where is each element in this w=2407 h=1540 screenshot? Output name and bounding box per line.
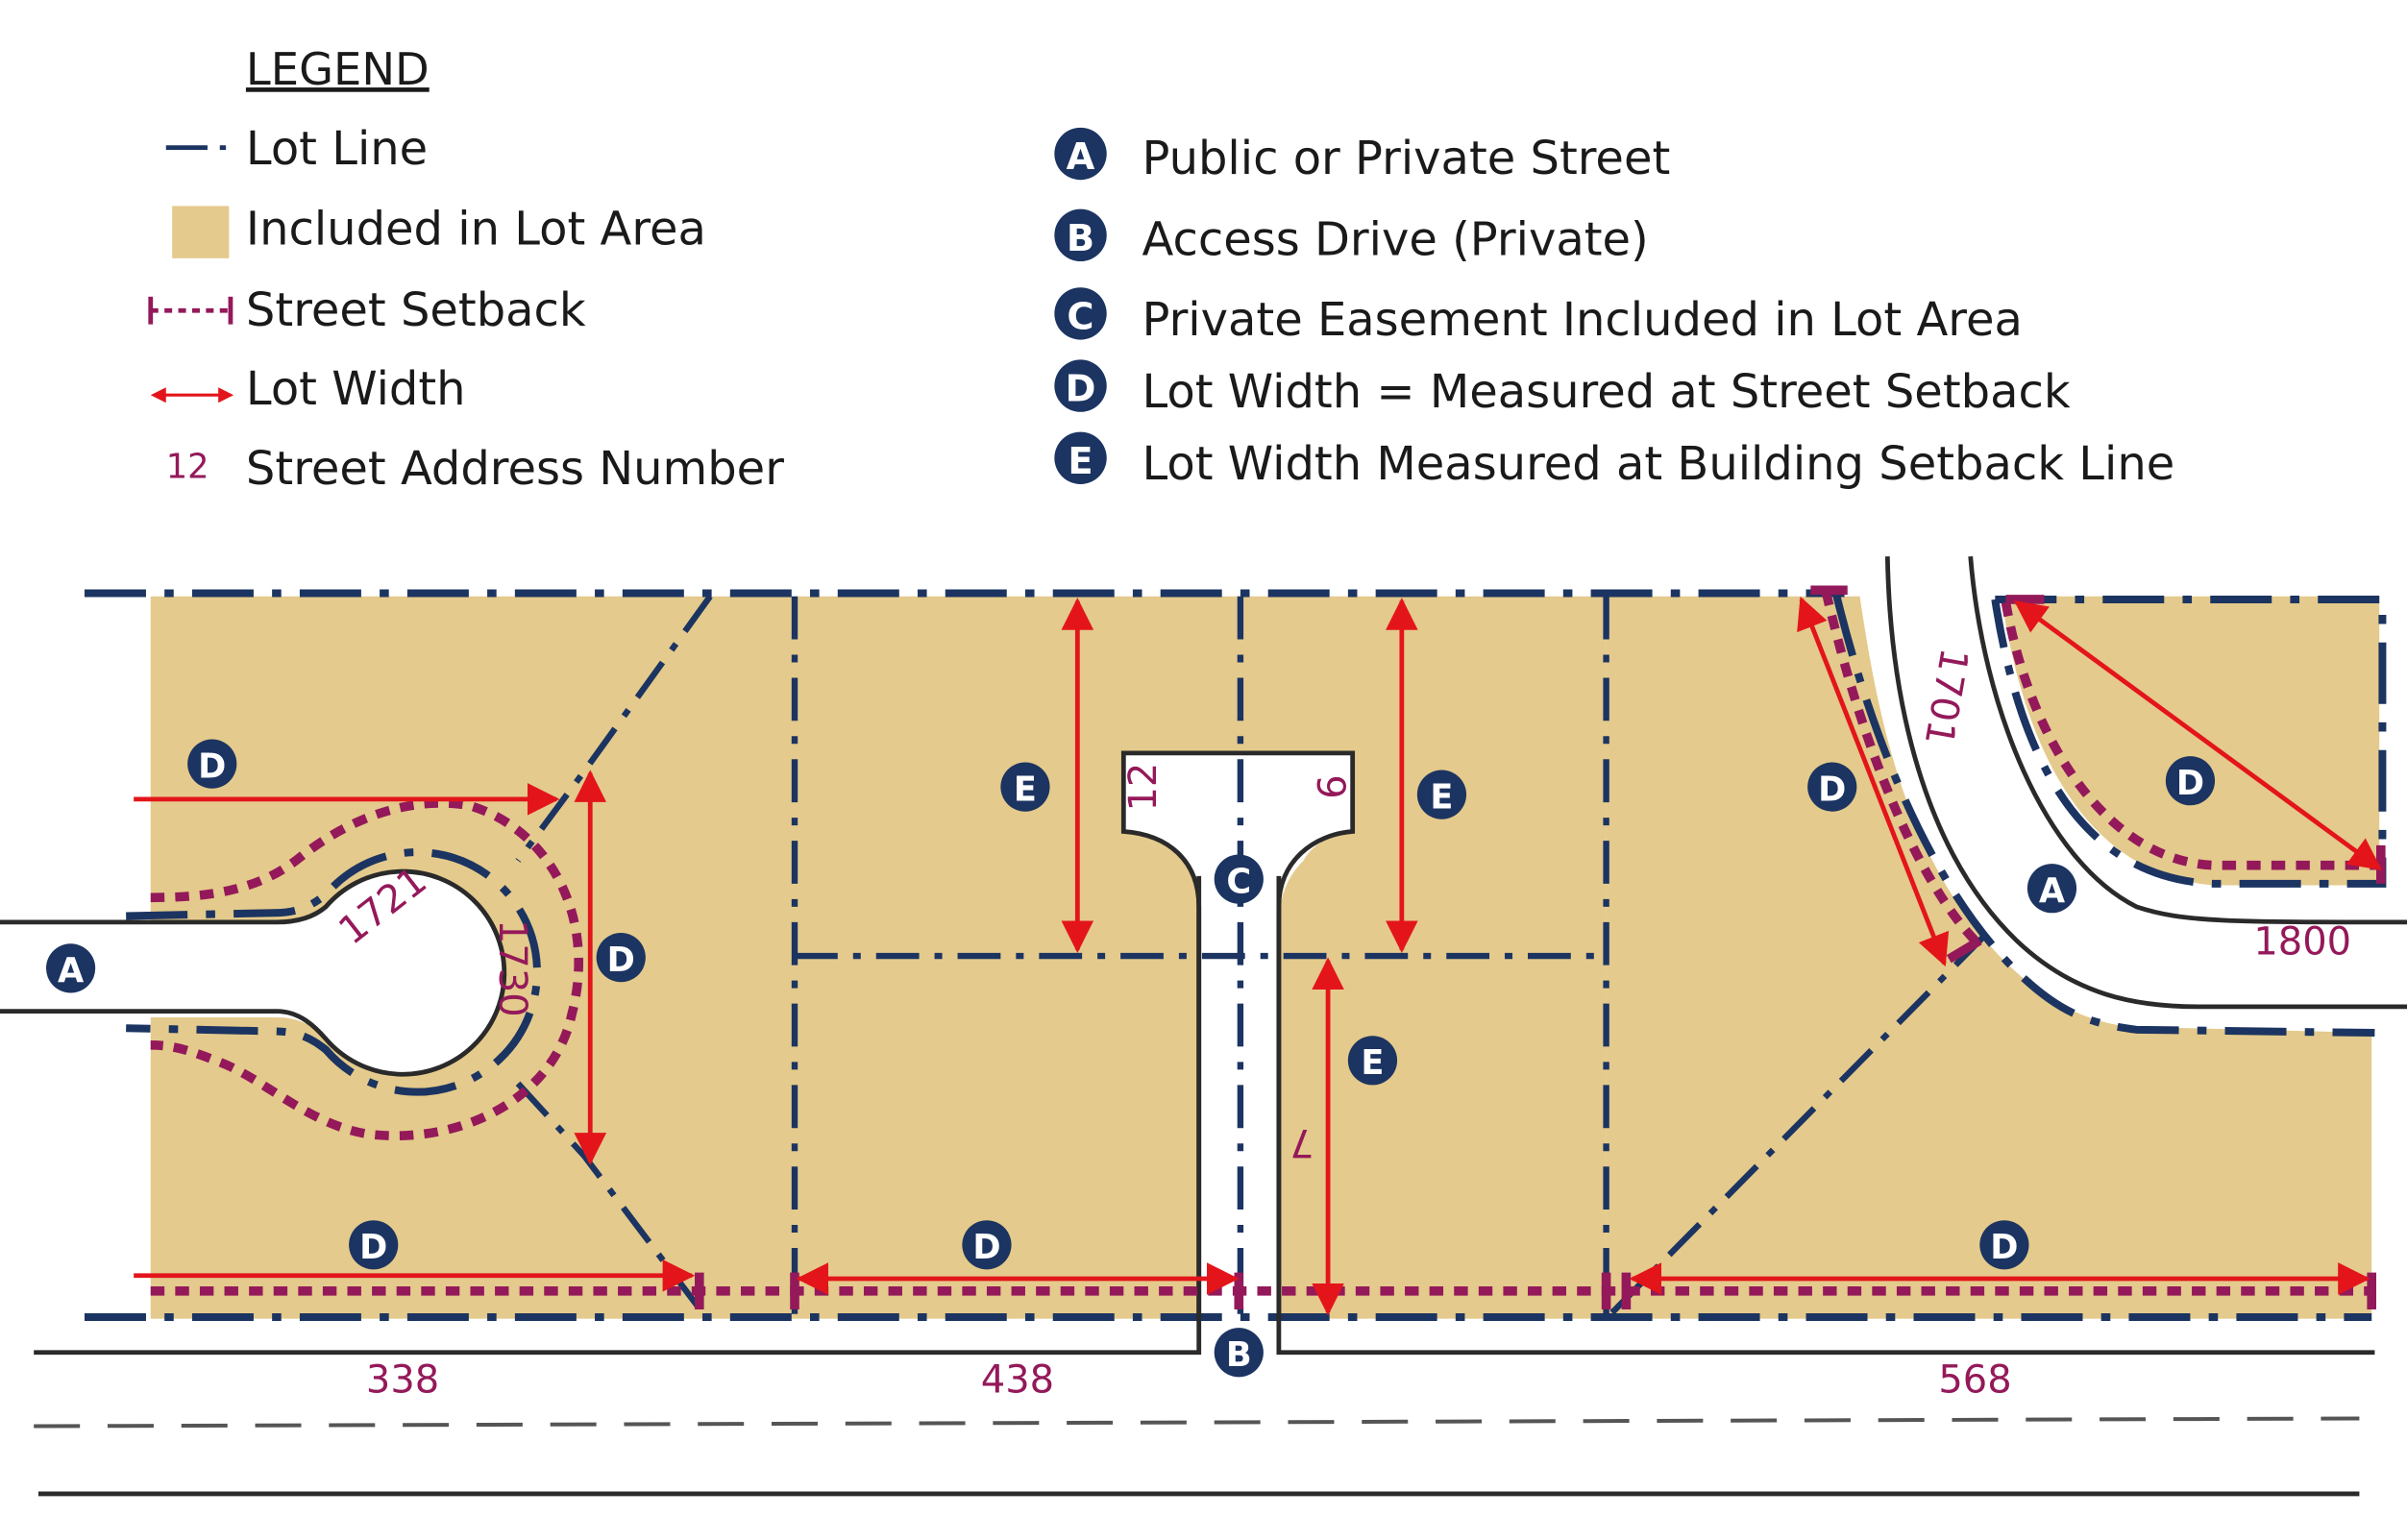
svg-text:D: D <box>972 1228 1001 1268</box>
site-plan <box>0 556 2407 1494</box>
badge-e-9 <box>1417 770 1466 819</box>
address-438: 438 <box>980 1357 1055 1403</box>
address-7: 7 <box>1289 1119 1314 1164</box>
address-1701: 1701 <box>1915 645 1977 749</box>
badge-d-1800 <box>2166 756 2215 805</box>
badge-b-drive <box>1215 1328 1264 1377</box>
svg-text:A: A <box>1066 135 1095 180</box>
legend-lot-area-label: Included in Lot Area <box>245 202 706 257</box>
address-9: 9 <box>1307 774 1352 799</box>
key-item-b <box>1054 209 1648 267</box>
badge-d-1721 <box>187 740 236 789</box>
address-number-symbol: 12 <box>165 447 209 487</box>
badge-d-1730 <box>597 933 646 982</box>
badge-e-12 <box>1000 763 1049 812</box>
lot-width-arrow-symbol <box>151 387 233 403</box>
badge-a-culdesac <box>46 943 95 992</box>
badge-a-curve <box>2027 864 2076 913</box>
badge-c-easement <box>1215 854 1264 903</box>
lot-area-left <box>151 597 795 1319</box>
address-568: 568 <box>1938 1357 2012 1403</box>
key-b-label: Access Drive (Private) <box>1142 212 1649 267</box>
lot-area-swatch <box>172 206 229 257</box>
legend-heading: LEGEND <box>245 43 430 96</box>
svg-text:A: A <box>2038 871 2066 912</box>
key-item-d <box>1054 359 2071 419</box>
legend-lot-width-label: Lot Width <box>245 361 466 416</box>
letter-key <box>1054 128 2174 491</box>
svg-text:C: C <box>1226 862 1252 902</box>
svg-text:E: E <box>1361 1043 1385 1084</box>
key-item-c <box>1054 287 2023 347</box>
svg-text:B: B <box>1225 1335 1252 1376</box>
key-e-label: Lot Width Measured at Building Setback Line <box>1142 437 2175 492</box>
legend <box>151 43 784 496</box>
badge-d-1701 <box>1807 763 1856 812</box>
address-1730: 1730 <box>489 918 534 1017</box>
address-1721: 1721 <box>331 858 435 954</box>
badge-d-338 <box>349 1220 398 1269</box>
badge-d-568 <box>1979 1220 2028 1269</box>
address-338: 338 <box>365 1357 440 1403</box>
svg-text:D: D <box>2175 764 2205 804</box>
svg-text:E: E <box>1430 777 1454 818</box>
badge-d-438 <box>962 1220 1011 1269</box>
svg-text:E: E <box>1013 770 1037 810</box>
address-1800: 1800 <box>2253 919 2352 965</box>
key-d-label: Lot Width = Measured at Street Setback <box>1142 364 2071 419</box>
street-centerline <box>34 1419 2359 1427</box>
svg-text:D: D <box>1818 770 1847 810</box>
svg-text:D: D <box>606 941 635 981</box>
svg-text:D: D <box>198 746 227 787</box>
legend-address-label: Street Address Number <box>245 441 784 496</box>
address-12: 12 <box>1120 762 1166 812</box>
legend-lot-line-label: Lot Line <box>245 122 429 177</box>
key-c-label: Private Easement Included in Lot Area <box>1142 292 2023 347</box>
svg-text:D: D <box>1990 1228 2019 1268</box>
key-item-a <box>1054 128 1670 185</box>
svg-text:A: A <box>57 951 85 991</box>
key-a-label: Public or Private Street <box>1142 131 1671 185</box>
badge-e-7 <box>1348 1036 1397 1085</box>
svg-text:D: D <box>1065 367 1096 411</box>
svg-text:E: E <box>1068 439 1093 483</box>
svg-text:D: D <box>359 1228 388 1268</box>
svg-text:B: B <box>1066 216 1095 260</box>
legend-setback-label: Street Setback <box>245 283 586 338</box>
lot-area-1800 <box>2002 597 2380 886</box>
key-item-e <box>1054 432 2174 492</box>
svg-text:C: C <box>1067 295 1094 339</box>
